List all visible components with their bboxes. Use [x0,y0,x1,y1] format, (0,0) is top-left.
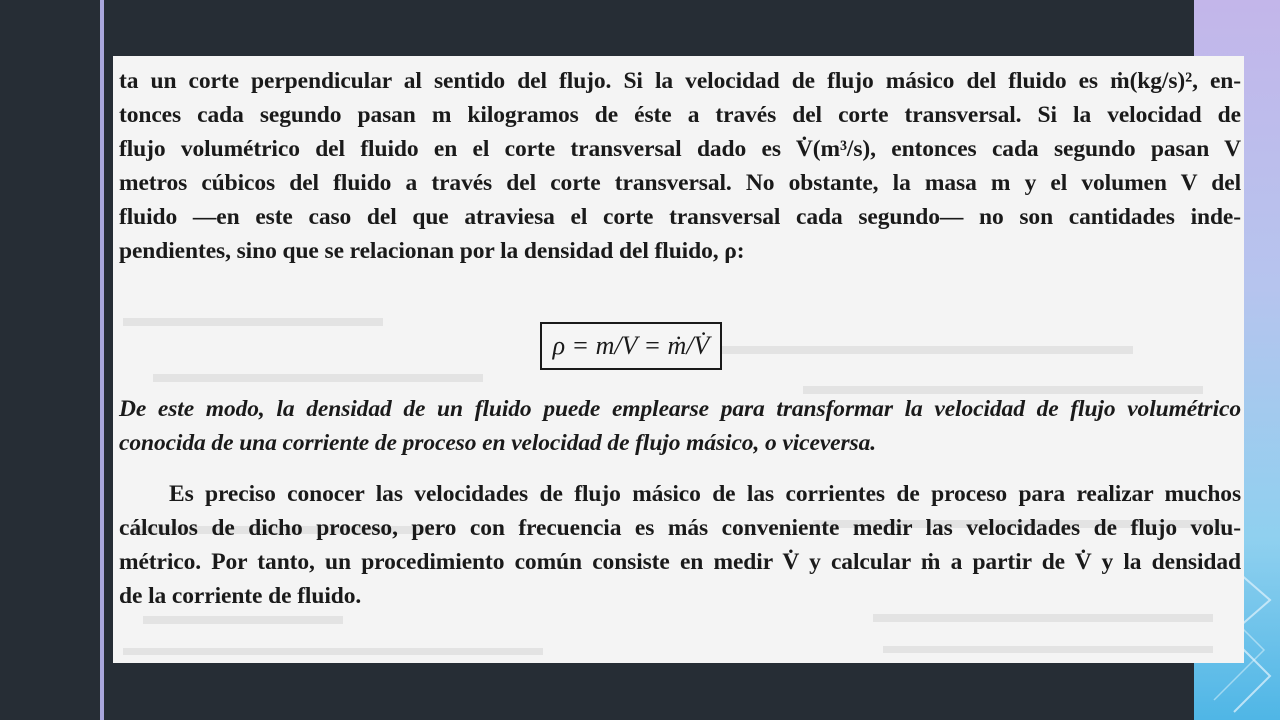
paragraph-mass-volume-flow [119,64,1241,268]
text-line: metros cúbicos del fluido a través del corte transversal. No obstante, la masa m y el volumen V del [119,170,1241,196]
text-line: tonces cada segundo pasan m kilogramos de éste a través del corte transversal. Si la velocidad de [119,102,1241,128]
text-line: métrico. Por tanto, un procedimiento común consiste en medir V̇ y calcular ṁ a partir de V̇ y la densidad [119,549,1241,575]
text-line: pendientes, sino que se relacionan por la densidad del fluido, ρ: [119,238,745,264]
text-line: conocida de una corriente de proceso en velocidad de flujo másico, o viceversa. [119,430,877,456]
paragraph-density-use [119,392,1241,460]
textbook-page-image [113,56,1244,663]
left-accent-rule [100,0,104,720]
density-formula: ρ = m/V = ṁ/V̇ [552,331,710,360]
text-line: Es preciso conocer las velocidades de flujo másico de las corrientes de proceso para realizar muchos [169,481,1241,507]
text-line: fluido —en este caso del que atraviesa el corte transversal cada segundo— no son cantidades inde- [119,204,1241,230]
paragraph-measurement [119,477,1241,613]
text-line: de la corriente de fluido. [119,583,362,609]
text-line: De este modo, la densidad de un fluido puede emplearse para transformar la velocidad de flujo volumétrico [119,396,1241,422]
text-line: flujo volumétrico del fluido en el corte transversal dado es V̇(m³/s), entonces cada segundo pasan V [119,136,1241,162]
text-line: cálculos de dicho proceso, pero con frecuencia es más conveniente medir las velocidades de flujo volu- [119,515,1241,541]
density-formula-box [540,322,722,370]
text-line: ta un corte perpendicular al sentido del flujo. Si la velocidad de flujo másico del fluido es ṁ(kg/s)², en- [119,68,1241,94]
